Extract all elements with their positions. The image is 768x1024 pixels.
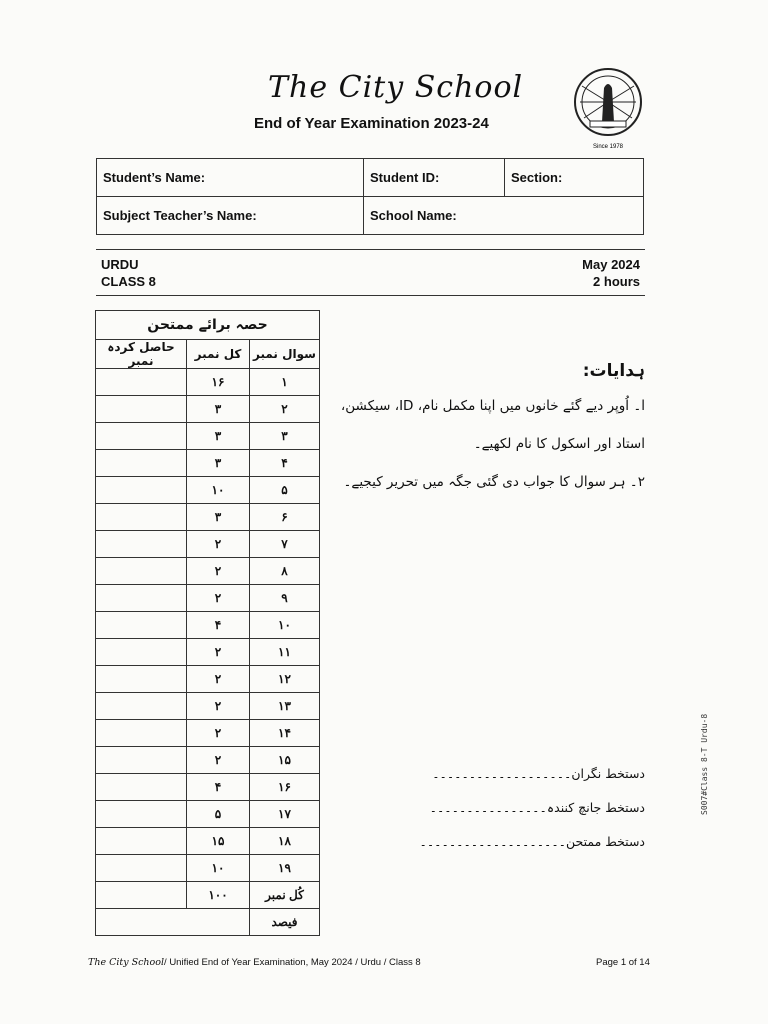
section-field[interactable]: Section: bbox=[505, 159, 644, 197]
obtained-marks-cell[interactable] bbox=[96, 828, 187, 855]
total-marks-cell: ۳ bbox=[187, 504, 250, 531]
total-marks-cell: ۳ bbox=[187, 423, 250, 450]
total-marks-value: ۱۰۰ bbox=[187, 882, 250, 909]
percentage-cell[interactable] bbox=[96, 909, 250, 936]
marks-row bbox=[96, 369, 320, 396]
total-marks-cell: ۵ bbox=[187, 801, 250, 828]
question-number-cell: ۱۳ bbox=[250, 693, 320, 720]
document-code: S007#Class 8-T Urdu-8 bbox=[700, 713, 709, 815]
checker-signature[interactable]: دستخط جانچ کنندہ۔۔۔۔۔۔۔۔۔۔۔۔۔۔۔۔ bbox=[429, 800, 645, 815]
student-info-table bbox=[96, 158, 644, 235]
question-number-cell: ۱۲ bbox=[250, 666, 320, 693]
total-marks-cell: ۱۶ bbox=[187, 369, 250, 396]
question-number-cell: ۱۴ bbox=[250, 720, 320, 747]
exam-date: May 2024 bbox=[582, 257, 640, 272]
question-number-cell: ۶ bbox=[250, 504, 320, 531]
student-name-field[interactable]: Student’s Name: bbox=[97, 159, 364, 197]
total-marks-cell: ۴ bbox=[187, 612, 250, 639]
obtained-marks-cell[interactable] bbox=[96, 612, 187, 639]
total-marks-cell: ۱۵ bbox=[187, 828, 250, 855]
obtained-marks-cell[interactable] bbox=[96, 774, 187, 801]
question-number-cell: ۵ bbox=[250, 477, 320, 504]
question-number-cell: ۱۱ bbox=[250, 639, 320, 666]
instructions-title: ہدایات: bbox=[582, 361, 645, 381]
col-question-header: سوال نمبر bbox=[250, 340, 320, 369]
obtained-marks-cell[interactable] bbox=[96, 747, 187, 774]
total-marks-cell: ۲ bbox=[187, 720, 250, 747]
total-marks-cell: ۲ bbox=[187, 585, 250, 612]
instruction-line-1: ا۔ اُوپر دیے گئے خانوں میں اپنا مکمل نام، ID، سیکشن، bbox=[340, 398, 645, 414]
marks-row bbox=[96, 585, 320, 612]
marks-row bbox=[96, 504, 320, 531]
col-total-header: کل نمبر bbox=[187, 340, 250, 369]
obtained-marks-cell[interactable] bbox=[96, 504, 187, 531]
marks-table-title: حصہ برائے ممتحن bbox=[96, 311, 320, 340]
marks-row bbox=[96, 423, 320, 450]
page-number: Page 1 of 14 bbox=[596, 957, 650, 968]
question-number-cell: ۷ bbox=[250, 531, 320, 558]
marks-row bbox=[96, 612, 320, 639]
logo-caption: Since 1978 bbox=[592, 144, 624, 150]
marks-row bbox=[96, 477, 320, 504]
obtained-marks-cell[interactable] bbox=[96, 585, 187, 612]
obtained-marks-cell[interactable] bbox=[96, 693, 187, 720]
col-obtained-header: حاصل کردہ نمبر bbox=[96, 340, 187, 369]
instruction-line-3: ۲۔ ہر سوال کا جواب دی گئی جگہ میں تحریر کیجیے۔ bbox=[343, 474, 645, 490]
question-number-cell: ۴ bbox=[250, 450, 320, 477]
marks-row bbox=[96, 639, 320, 666]
total-marks-cell: ۳ bbox=[187, 450, 250, 477]
question-number-cell: ۱۶ bbox=[250, 774, 320, 801]
obtained-marks-cell[interactable] bbox=[96, 423, 187, 450]
obtained-marks-cell[interactable] bbox=[96, 450, 187, 477]
footer-exam-info: / Unified End of Year Examination, May 2024 / Urdu / Class 8 bbox=[164, 957, 421, 968]
question-number-cell: ۱ bbox=[250, 369, 320, 396]
total-obtained-cell[interactable] bbox=[96, 882, 187, 909]
total-marks-cell: ۲ bbox=[187, 666, 250, 693]
total-marks-cell: ۲ bbox=[187, 747, 250, 774]
obtained-marks-cell[interactable] bbox=[96, 666, 187, 693]
invigilator-signature[interactable]: دستخط نگران۔۔۔۔۔۔۔۔۔۔۔۔۔۔۔۔۔۔۔ bbox=[432, 766, 645, 781]
school-title: The City School bbox=[268, 70, 524, 105]
total-marks-label: کُل نمبر bbox=[250, 882, 320, 909]
instruction-line-2: استاد اور اسکول کا نام لکھیے۔ bbox=[473, 436, 645, 452]
marks-row bbox=[96, 693, 320, 720]
school-name-field[interactable]: School Name: bbox=[364, 197, 644, 235]
total-marks-cell: ۲ bbox=[187, 558, 250, 585]
marks-row bbox=[96, 828, 320, 855]
marks-row bbox=[96, 666, 320, 693]
total-marks-cell: ۲ bbox=[187, 693, 250, 720]
question-number-cell: ۳ bbox=[250, 423, 320, 450]
examiner-signature[interactable]: دستخط ممتحن۔۔۔۔۔۔۔۔۔۔۔۔۔۔۔۔۔۔۔۔ bbox=[419, 834, 645, 849]
total-marks-cell: ۲ bbox=[187, 639, 250, 666]
obtained-marks-cell[interactable] bbox=[96, 477, 187, 504]
student-id-field[interactable]: Student ID: bbox=[364, 159, 505, 197]
marks-row bbox=[96, 531, 320, 558]
total-marks-cell: ۱۰ bbox=[187, 477, 250, 504]
question-number-cell: ۹ bbox=[250, 585, 320, 612]
question-number-cell: ۱۹ bbox=[250, 855, 320, 882]
obtained-marks-cell[interactable] bbox=[96, 558, 187, 585]
marks-row bbox=[96, 774, 320, 801]
percentage-label: فیصد bbox=[250, 909, 320, 936]
obtained-marks-cell[interactable] bbox=[96, 639, 187, 666]
class-label: CLASS 8 bbox=[101, 274, 156, 289]
exam-title: End of Year Examination 2023-24 bbox=[254, 115, 489, 132]
marks-row bbox=[96, 450, 320, 477]
total-marks-cell: ۱۰ bbox=[187, 855, 250, 882]
footer-brand: The City School bbox=[88, 957, 165, 968]
teacher-name-field[interactable]: Subject Teacher’s Name: bbox=[97, 197, 364, 235]
question-number-cell: ۱۷ bbox=[250, 801, 320, 828]
obtained-marks-cell[interactable] bbox=[96, 720, 187, 747]
obtained-marks-cell[interactable] bbox=[96, 801, 187, 828]
examiner-marks-table bbox=[95, 310, 320, 936]
exam-duration: 2 hours bbox=[593, 274, 640, 289]
subject-label: URDU bbox=[101, 257, 139, 272]
marks-row bbox=[96, 801, 320, 828]
question-number-cell: ۱۸ bbox=[250, 828, 320, 855]
total-marks-cell: ۴ bbox=[187, 774, 250, 801]
obtained-marks-cell[interactable] bbox=[96, 369, 187, 396]
question-number-cell: ۱۵ bbox=[250, 747, 320, 774]
marks-row bbox=[96, 855, 320, 882]
marks-row bbox=[96, 747, 320, 774]
marks-row bbox=[96, 558, 320, 585]
footer-text bbox=[88, 957, 421, 968]
divider-top bbox=[96, 249, 645, 250]
school-logo bbox=[572, 66, 644, 152]
obtained-marks-cell[interactable] bbox=[96, 531, 187, 558]
question-number-cell: ۸ bbox=[250, 558, 320, 585]
divider-bottom bbox=[96, 295, 645, 296]
question-number-cell: ۱۰ bbox=[250, 612, 320, 639]
question-number-cell: ۲ bbox=[250, 396, 320, 423]
marks-row bbox=[96, 720, 320, 747]
total-marks-cell: ۳ bbox=[187, 396, 250, 423]
total-marks-cell: ۲ bbox=[187, 531, 250, 558]
obtained-marks-cell[interactable] bbox=[96, 855, 187, 882]
obtained-marks-cell[interactable] bbox=[96, 396, 187, 423]
marks-row bbox=[96, 396, 320, 423]
